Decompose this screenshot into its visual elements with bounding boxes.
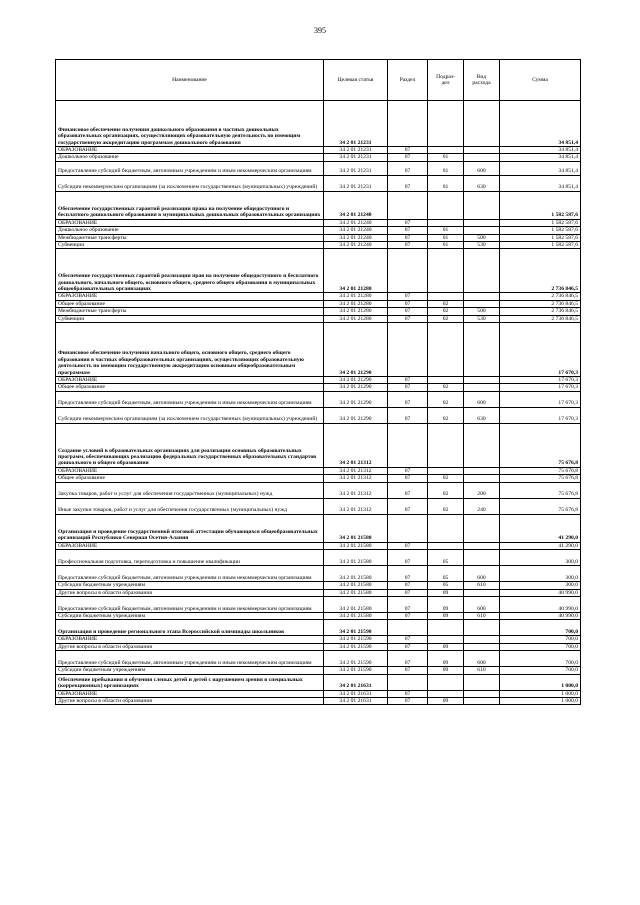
table-row [56, 582, 581, 589]
cell-subsection: 09 [428, 651, 464, 667]
header-target-article: Целевая статья [324, 60, 388, 101]
cell-name: Предоставление субсидий бюджетным, автономным учреждениям и иным некоммерческим организациям [56, 651, 324, 667]
cell-subsection: 02 [428, 482, 464, 498]
table-row [56, 514, 581, 542]
cell-section: 07 [388, 596, 428, 612]
table-row [56, 475, 581, 482]
table-row [56, 242, 581, 249]
cell-expense-type [464, 697, 500, 704]
cell-subsection: 01 [428, 175, 464, 191]
cell-name: Обеспечение государственных гарантий реализации прав на получение общедоступного и бесплатного дошкольного, начального общего, основного общего, среднего общего образования в муниципальных общеобразовательных организациях [56, 249, 324, 293]
cell-subsection [428, 423, 464, 467]
cell-name: ОБРАЗОВАНИЕ [56, 690, 324, 697]
cell-name: Субсидии некоммерческим организациям (за исключением государственных (муниципальных) учреждений) [56, 407, 324, 423]
header-section: Раздел [388, 60, 428, 101]
cell-expense-type [464, 475, 500, 482]
cell-target-article: 34 2 01 21312 [324, 423, 388, 467]
cell-amount: 34 851,4 [500, 147, 581, 154]
cell-name: ОБРАЗОВАНИЕ [56, 377, 324, 384]
cell-subsection: 02 [428, 300, 464, 307]
cell-amount: 34 851,4 [500, 175, 581, 191]
cell-name: Создание условий в образовательных организациях для реализации основных образовательных программ, обеспечивающих реализацию федеральных государственных образовательных стандартов дошкольного и общего образования [56, 423, 324, 467]
table-row [56, 589, 581, 596]
cell-subsection [428, 690, 464, 697]
cell-subsection: 02 [428, 498, 464, 514]
cell-amount: 40 990,0 [500, 596, 581, 612]
cell-expense-type: 630 [464, 407, 500, 423]
cell-section: 07 [388, 219, 428, 226]
cell-section: 07 [388, 542, 428, 549]
cell-section: 07 [388, 636, 428, 643]
cell-amount: 700,0 [500, 643, 581, 650]
cell-name: ОБРАЗОВАНИЕ [56, 542, 324, 549]
cell-name: Организация и проведение государственной итоговой аттестации обучающихся общеобразовательных организаций Республики Северная Осетия-Алания [56, 514, 324, 542]
cell-section [388, 323, 428, 377]
header-subsection: Подраз- дел [428, 60, 464, 101]
cell-section: 07 [388, 643, 428, 650]
cell-section: 07 [388, 407, 428, 423]
cell-amount: 1 582 587,6 [500, 242, 581, 249]
table-row [56, 147, 581, 154]
cell-name: Субсидии бюджетным учреждениям [56, 582, 324, 589]
cell-expense-type: 610 [464, 612, 500, 619]
cell-expense-type: 630 [464, 175, 500, 191]
cell-amount: 17 670,3 [500, 407, 581, 423]
table-row [56, 697, 581, 704]
cell-expense-type: 500 [464, 234, 500, 241]
cell-target-article: 34 2 01 21580 [324, 542, 388, 549]
cell-expense-type [464, 514, 500, 542]
cell-name: Предоставление субсидий бюджетным, автономным учреждениям и иным некоммерческим организациям [56, 566, 324, 582]
cell-amount: 75 676,8 [500, 482, 581, 498]
cell-subsection [428, 293, 464, 300]
cell-subsection: 09 [428, 596, 464, 612]
cell-expense-type: 530 [464, 315, 500, 322]
cell-section: 07 [388, 308, 428, 315]
cell-expense-type: 600 [464, 596, 500, 612]
table-row [56, 482, 581, 498]
table-row [56, 308, 581, 315]
cell-expense-type: 600 [464, 566, 500, 582]
cell-target-article: 34 2 01 21631 [324, 674, 388, 690]
cell-target-article: 34 2 01 21590 [324, 643, 388, 650]
cell-target-article: 34 2 01 21580 [324, 589, 388, 596]
cell-section: 07 [388, 384, 428, 391]
cell-amount: 2 736 846,5 [500, 315, 581, 322]
cell-section: 07 [388, 566, 428, 582]
cell-subsection: 05 [428, 566, 464, 582]
cell-subsection: 09 [428, 697, 464, 704]
table-row [56, 636, 581, 643]
cell-target-article: 34 2 01 21580 [324, 612, 388, 619]
budget-table [55, 59, 581, 705]
cell-amount: 1 582 587,6 [500, 191, 581, 219]
table-body [56, 101, 581, 705]
cell-amount: 75 676,8 [500, 498, 581, 514]
cell-expense-type: 200 [464, 482, 500, 498]
cell-section [388, 101, 428, 147]
cell-target-article: 34 2 01 21240 [324, 227, 388, 234]
page-number: 395 [314, 26, 326, 35]
cell-section: 07 [388, 234, 428, 241]
cell-name: Другие вопросы в области образования [56, 589, 324, 596]
table-row [56, 175, 581, 191]
cell-amount: 1 000,0 [500, 674, 581, 690]
cell-amount: 34 851,4 [500, 101, 581, 147]
cell-subsection [428, 636, 464, 643]
cell-name: Организация и проведение регионального этапа Всероссийской олимпиады школьников [56, 620, 324, 636]
cell-expense-type [464, 101, 500, 147]
cell-amount: 40 990,0 [500, 589, 581, 596]
table-row [56, 191, 581, 219]
cell-target-article: 34 2 01 21231 [324, 161, 388, 175]
cell-expense-type [464, 384, 500, 391]
cell-name: Закупка товаров, работ и услуг для обеспечения государственных (муниципальных) нужд [56, 482, 324, 498]
header-amount: Сумма [500, 60, 581, 101]
table-row [56, 377, 581, 384]
table-row [56, 384, 581, 391]
table-row [56, 423, 581, 467]
cell-subsection: 01 [428, 227, 464, 234]
cell-target-article: 34 2 01 21631 [324, 690, 388, 697]
cell-subsection: 02 [428, 384, 464, 391]
cell-subsection: 02 [428, 407, 464, 423]
cell-subsection [428, 514, 464, 542]
cell-section: 07 [388, 498, 428, 514]
cell-amount: 1 582 587,6 [500, 227, 581, 234]
cell-expense-type [464, 550, 500, 566]
cell-expense-type [464, 589, 500, 596]
cell-expense-type [464, 227, 500, 234]
cell-expense-type: 500 [464, 308, 500, 315]
cell-name: Иные закупки товаров, работ и услуг для обеспечения государственных (муниципальных) нужд [56, 498, 324, 514]
cell-amount: 41 290,0 [500, 542, 581, 549]
cell-target-article: 34 2 01 21231 [324, 101, 388, 147]
table-row [56, 234, 581, 241]
cell-expense-type [464, 674, 500, 690]
cell-subsection: 02 [428, 475, 464, 482]
cell-section: 07 [388, 377, 428, 384]
cell-target-article: 34 2 01 21280 [324, 300, 388, 307]
table-row [56, 249, 581, 293]
cell-subsection: 01 [428, 154, 464, 161]
cell-amount: 17 670,3 [500, 391, 581, 407]
cell-target-article: 34 2 01 21580 [324, 550, 388, 566]
cell-section: 07 [388, 651, 428, 667]
cell-expense-type [464, 249, 500, 293]
cell-subsection [428, 219, 464, 226]
cell-subsection [428, 191, 464, 219]
cell-expense-type [464, 219, 500, 226]
cell-target-article: 34 2 01 21312 [324, 498, 388, 514]
cell-target-article: 34 2 01 21580 [324, 596, 388, 612]
cell-section: 07 [388, 690, 428, 697]
cell-expense-type: 600 [464, 651, 500, 667]
header-name: Наименование [56, 60, 324, 101]
cell-target-article: 34 2 01 21231 [324, 154, 388, 161]
cell-name: Финансовое обеспечение получения дошкольного образования в частных дошкольных образовательных организациях, осуществляющих образовательную деятельность по имеющим государственную аккредитацию программам дошкольного образования [56, 101, 324, 147]
cell-section [388, 249, 428, 293]
cell-section: 07 [388, 300, 428, 307]
cell-section [388, 191, 428, 219]
cell-target-article: 34 2 01 21312 [324, 482, 388, 498]
cell-section: 07 [388, 475, 428, 482]
cell-expense-type [464, 154, 500, 161]
cell-name: Субсидии бюджетным учреждениям [56, 612, 324, 619]
table-row [56, 101, 581, 147]
cell-subsection [428, 323, 464, 377]
cell-subsection: 02 [428, 315, 464, 322]
cell-expense-type [464, 377, 500, 384]
cell-target-article: 34 2 01 21280 [324, 293, 388, 300]
cell-expense-type [464, 147, 500, 154]
cell-target-article: 34 2 01 21290 [324, 407, 388, 423]
cell-subsection: 01 [428, 161, 464, 175]
cell-subsection [428, 249, 464, 293]
cell-expense-type: 530 [464, 242, 500, 249]
cell-target-article: 34 2 01 21590 [324, 620, 388, 636]
cell-section: 07 [388, 482, 428, 498]
cell-name: Субвенции [56, 315, 324, 322]
table-row [56, 566, 581, 582]
cell-name: Общее образование [56, 475, 324, 482]
table-row [56, 667, 581, 674]
cell-target-article: 34 2 01 21240 [324, 234, 388, 241]
cell-section: 07 [388, 161, 428, 175]
cell-section: 07 [388, 315, 428, 322]
cell-expense-type [464, 300, 500, 307]
cell-amount: 40 990,0 [500, 612, 581, 619]
cell-target-article: 34 2 01 21590 [324, 636, 388, 643]
cell-name: Предоставление субсидий бюджетным, автономным учреждениям и иным некоммерческим организациям [56, 391, 324, 407]
cell-target-article: 34 2 01 21312 [324, 475, 388, 482]
table-row [56, 690, 581, 697]
cell-amount: 17 670,3 [500, 384, 581, 391]
cell-subsection [428, 467, 464, 474]
cell-name: Дошкольное образование [56, 154, 324, 161]
cell-section: 07 [388, 154, 428, 161]
cell-amount: 1 582 587,6 [500, 234, 581, 241]
cell-target-article: 34 2 01 21280 [324, 249, 388, 293]
cell-target-article: 34 2 01 21280 [324, 308, 388, 315]
cell-section: 07 [388, 175, 428, 191]
cell-section: 07 [388, 293, 428, 300]
cell-name: Предоставление субсидий бюджетным, автономным учреждениям и иным некоммерческим организациям [56, 596, 324, 612]
table-row [56, 293, 581, 300]
cell-amount: 700,0 [500, 620, 581, 636]
cell-expense-type [464, 467, 500, 474]
cell-name: Другие вопросы в области образования [56, 643, 324, 650]
cell-expense-type: 610 [464, 582, 500, 589]
cell-section: 07 [388, 612, 428, 619]
table-row [56, 154, 581, 161]
table-row [56, 643, 581, 650]
cell-expense-type [464, 542, 500, 549]
cell-target-article: 34 2 01 21590 [324, 651, 388, 667]
table-row [56, 620, 581, 636]
cell-target-article: 34 2 01 21240 [324, 191, 388, 219]
cell-name: Дошкольное образование [56, 227, 324, 234]
cell-target-article: 34 2 01 21240 [324, 242, 388, 249]
cell-amount: 300,0 [500, 566, 581, 582]
table-row [56, 300, 581, 307]
cell-name: Другие вопросы в области образования [56, 697, 324, 704]
cell-amount: 1 000,0 [500, 690, 581, 697]
cell-section: 07 [388, 582, 428, 589]
cell-name: Субсидии бюджетным учреждениям [56, 667, 324, 674]
cell-section: 07 [388, 227, 428, 234]
cell-section: 07 [388, 391, 428, 407]
table-row [56, 498, 581, 514]
cell-name: Профессиональная подготовка, переподготовка и повышение квалификации [56, 550, 324, 566]
cell-amount: 2 736 846,5 [500, 300, 581, 307]
table-row [56, 161, 581, 175]
cell-target-article: 34 2 01 21580 [324, 566, 388, 582]
table-row [56, 391, 581, 407]
cell-target-article: 34 2 01 21312 [324, 467, 388, 474]
cell-subsection [428, 620, 464, 636]
cell-amount: 34 851,4 [500, 161, 581, 175]
cell-amount: 1 582 587,6 [500, 219, 581, 226]
cell-expense-type [464, 643, 500, 650]
cell-amount: 2 736 846,5 [500, 308, 581, 315]
cell-name: Обеспечение пребывания и обучения слепых детей и детей с нарушением зрения в специальных (коррекционных) организациях [56, 674, 324, 690]
cell-amount: 75 676,8 [500, 423, 581, 467]
cell-amount: 41 290,0 [500, 514, 581, 542]
table-row [56, 674, 581, 690]
cell-subsection: 05 [428, 582, 464, 589]
table-row [56, 542, 581, 549]
cell-target-article: 34 2 01 21290 [324, 377, 388, 384]
table-row [56, 612, 581, 619]
table-header-row [56, 60, 581, 101]
table-row [56, 227, 581, 234]
cell-amount: 75 676,8 [500, 467, 581, 474]
cell-subsection: 09 [428, 643, 464, 650]
cell-name: Субсидии некоммерческим организациям (за исключением государственных (муниципальных) учреждений) [56, 175, 324, 191]
cell-name: Общее образование [56, 384, 324, 391]
cell-amount: 300,0 [500, 550, 581, 566]
cell-subsection [428, 101, 464, 147]
cell-target-article: 34 2 01 21231 [324, 147, 388, 154]
cell-subsection: 01 [428, 242, 464, 249]
cell-amount: 34 851,4 [500, 154, 581, 161]
cell-section: 07 [388, 667, 428, 674]
cell-target-article: 34 2 01 21590 [324, 667, 388, 674]
cell-amount: 1 000,0 [500, 697, 581, 704]
cell-section [388, 674, 428, 690]
cell-subsection: 02 [428, 308, 464, 315]
cell-expense-type [464, 690, 500, 697]
cell-target-article: 34 2 01 21580 [324, 514, 388, 542]
cell-target-article: 34 2 01 21580 [324, 582, 388, 589]
table-row [56, 219, 581, 226]
cell-section [388, 620, 428, 636]
cell-name: ОБРАЗОВАНИЕ [56, 147, 324, 154]
cell-name: Финансовое обеспечение получения начального общего, основного общего, среднего общего образования в частных общеобразовательных организациях, осуществляющих образовательную деятельность по имеющим государственную аккредитацию основным общеобразовательным программам [56, 323, 324, 377]
cell-expense-type: 600 [464, 161, 500, 175]
cell-subsection: 09 [428, 612, 464, 619]
cell-subsection: 02 [428, 391, 464, 407]
cell-name: Общее образование [56, 300, 324, 307]
cell-expense-type [464, 620, 500, 636]
cell-expense-type: 600 [464, 391, 500, 407]
cell-subsection: 01 [428, 234, 464, 241]
cell-amount: 17 670,3 [500, 377, 581, 384]
cell-target-article: 34 2 01 21240 [324, 219, 388, 226]
cell-section [388, 514, 428, 542]
table-row [56, 467, 581, 474]
header-expense-type: Вид расхода [464, 60, 500, 101]
cell-amount: 700,0 [500, 651, 581, 667]
cell-target-article: 34 2 01 21290 [324, 323, 388, 377]
cell-section: 07 [388, 589, 428, 596]
cell-section: 07 [388, 242, 428, 249]
cell-section: 07 [388, 467, 428, 474]
cell-amount: 2 736 846,5 [500, 249, 581, 293]
cell-name: Субвенции [56, 242, 324, 249]
cell-expense-type [464, 323, 500, 377]
cell-name: Обеспечение государственных гарантий реализации права на получение общедоступного и бесплатного дошкольного образования в муниципальных дошкольных образовательных организациях [56, 191, 324, 219]
cell-name: Межбюджетные трансферты [56, 308, 324, 315]
cell-subsection: 09 [428, 589, 464, 596]
cell-expense-type [464, 191, 500, 219]
cell-amount: 17 670,3 [500, 323, 581, 377]
table-row [56, 315, 581, 322]
cell-section: 07 [388, 147, 428, 154]
cell-name: ОБРАЗОВАНИЕ [56, 293, 324, 300]
cell-subsection [428, 542, 464, 549]
cell-target-article: 34 2 01 21290 [324, 391, 388, 407]
cell-amount: 75 676,8 [500, 475, 581, 482]
cell-name: ОБРАЗОВАНИЕ [56, 467, 324, 474]
cell-target-article: 34 2 01 21290 [324, 384, 388, 391]
cell-amount: 300,0 [500, 582, 581, 589]
cell-expense-type: 610 [464, 667, 500, 674]
cell-name: Предоставление субсидий бюджетным, автономным учреждениям и иным некоммерческим организациям [56, 161, 324, 175]
cell-expense-type: 240 [464, 498, 500, 514]
cell-section: 07 [388, 550, 428, 566]
cell-name: ОБРАЗОВАНИЕ [56, 219, 324, 226]
cell-subsection [428, 377, 464, 384]
cell-amount: 700,0 [500, 667, 581, 674]
table-row [56, 550, 581, 566]
cell-subsection [428, 674, 464, 690]
cell-amount: 700,0 [500, 636, 581, 643]
cell-expense-type [464, 293, 500, 300]
cell-subsection: 05 [428, 550, 464, 566]
cell-section [388, 423, 428, 467]
cell-name: ОБРАЗОВАНИЕ [56, 636, 324, 643]
cell-section: 07 [388, 697, 428, 704]
cell-amount: 2 736 846,5 [500, 293, 581, 300]
cell-expense-type [464, 423, 500, 467]
cell-target-article: 34 2 01 21631 [324, 697, 388, 704]
cell-subsection: 09 [428, 667, 464, 674]
table-row [56, 596, 581, 612]
table-row [56, 407, 581, 423]
cell-target-article: 34 2 01 21231 [324, 175, 388, 191]
table-row [56, 323, 581, 377]
cell-name: Межбюджетные трансферты [56, 234, 324, 241]
cell-subsection [428, 147, 464, 154]
table-row [56, 651, 581, 667]
cell-target-article: 34 2 01 21280 [324, 315, 388, 322]
cell-expense-type [464, 636, 500, 643]
